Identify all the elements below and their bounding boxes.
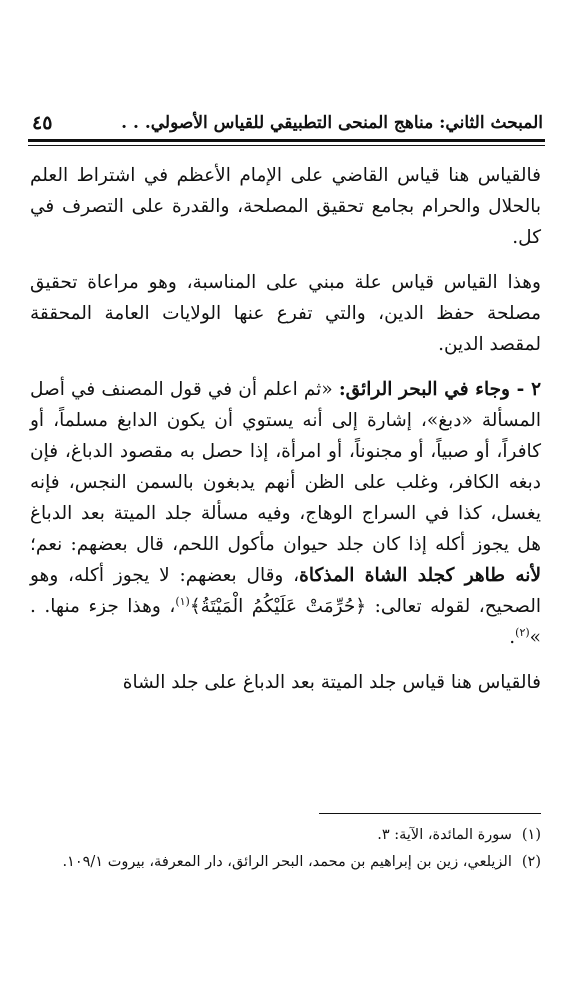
page-header <box>28 108 543 138</box>
paragraph-3 <box>30 374 541 653</box>
footnote-text: سورة المائدة، الآية: ٣. <box>377 827 512 843</box>
paragraph-3-part1: «ثم اعلم أن في قول المصنف في أصل المسألة «دبغ»، إشارة إلى أنه يستوي أن يكون الدابغ مسلماً، أو كافراً، أو صبياً، أو مجنوناً، أو امرأة، إذا حصل به مقصود الدباغ، فإن دبغه الكافر، وغلب على الظن أنهم يدبغون بالسمن النجس، فإنه يغسل، كذا في السراج الوهاج، وفيه مسألة جلد الميتة بعد الدباغ هل يجوز أكله إذا كان جلد حيوان مأكول اللحم، قال بعضهم: نعم؛ <box>30 379 541 555</box>
header-rule-thin <box>28 145 545 146</box>
page-number: ٤٥ <box>32 112 53 134</box>
footnote-number: (٢) <box>521 854 541 870</box>
paragraph-1: فالقياس هنا قياس القاضي على الإمام الأعظم في اشتراط العلم بالحلال والحرام بجامع تحقيق المصلحة، والقدرة على التصرف في كل. <box>30 165 541 248</box>
paragraph-2: وهذا القياس قياس علة مبني على المناسبة، وهو مراعاة تحقيق مصلحة حفظ الدين، والتي تفرع عنها الولايات العامة المحققة لمقصد الدين. <box>30 272 541 355</box>
footnote-item <box>30 850 541 875</box>
paragraph-3-lead: ٢ - وجاء في البحر الرائق: <box>338 379 541 400</box>
running-title: المبحث الثاني: مناهج المنحى التطبيقي للقياس الأصولي. . . <box>121 113 543 133</box>
header-rule-thick <box>28 139 545 142</box>
footnote-number: (١) <box>521 827 541 843</box>
paragraph-3-emphasis: لأنه طاهر كجلد الشاة المذكاة <box>299 565 541 586</box>
footnotes <box>30 823 541 877</box>
footnote-item <box>30 823 541 848</box>
footnote-separator <box>319 813 541 814</box>
footnote-ref-2[interactable]: (٢) <box>515 625 530 639</box>
footnote-text: الزيلعي، زين بن إبراهيم بن محمد، البحر الرائق، دار المعرفة، بيروت ١٠٩/١. <box>62 854 512 870</box>
main-text <box>30 160 541 712</box>
paragraph-3-end: . <box>509 627 516 648</box>
paragraph-3-part3: ، وهذا جزء منها. . » <box>30 596 541 648</box>
paragraph-4: فالقياس هنا قياس جلد الميتة بعد الدباغ على جلد الشاة <box>122 672 541 693</box>
footnote-ref-1[interactable]: (١) <box>175 594 190 608</box>
paragraph-3-part2: ، وقال بعضهم: لا يجوز أكله، وهو الصحيح، لقوله تعالى: ﴿حُرِّمَتْ عَلَيْكُمُ الْمَيْتَةُ﴾ <box>30 565 541 617</box>
